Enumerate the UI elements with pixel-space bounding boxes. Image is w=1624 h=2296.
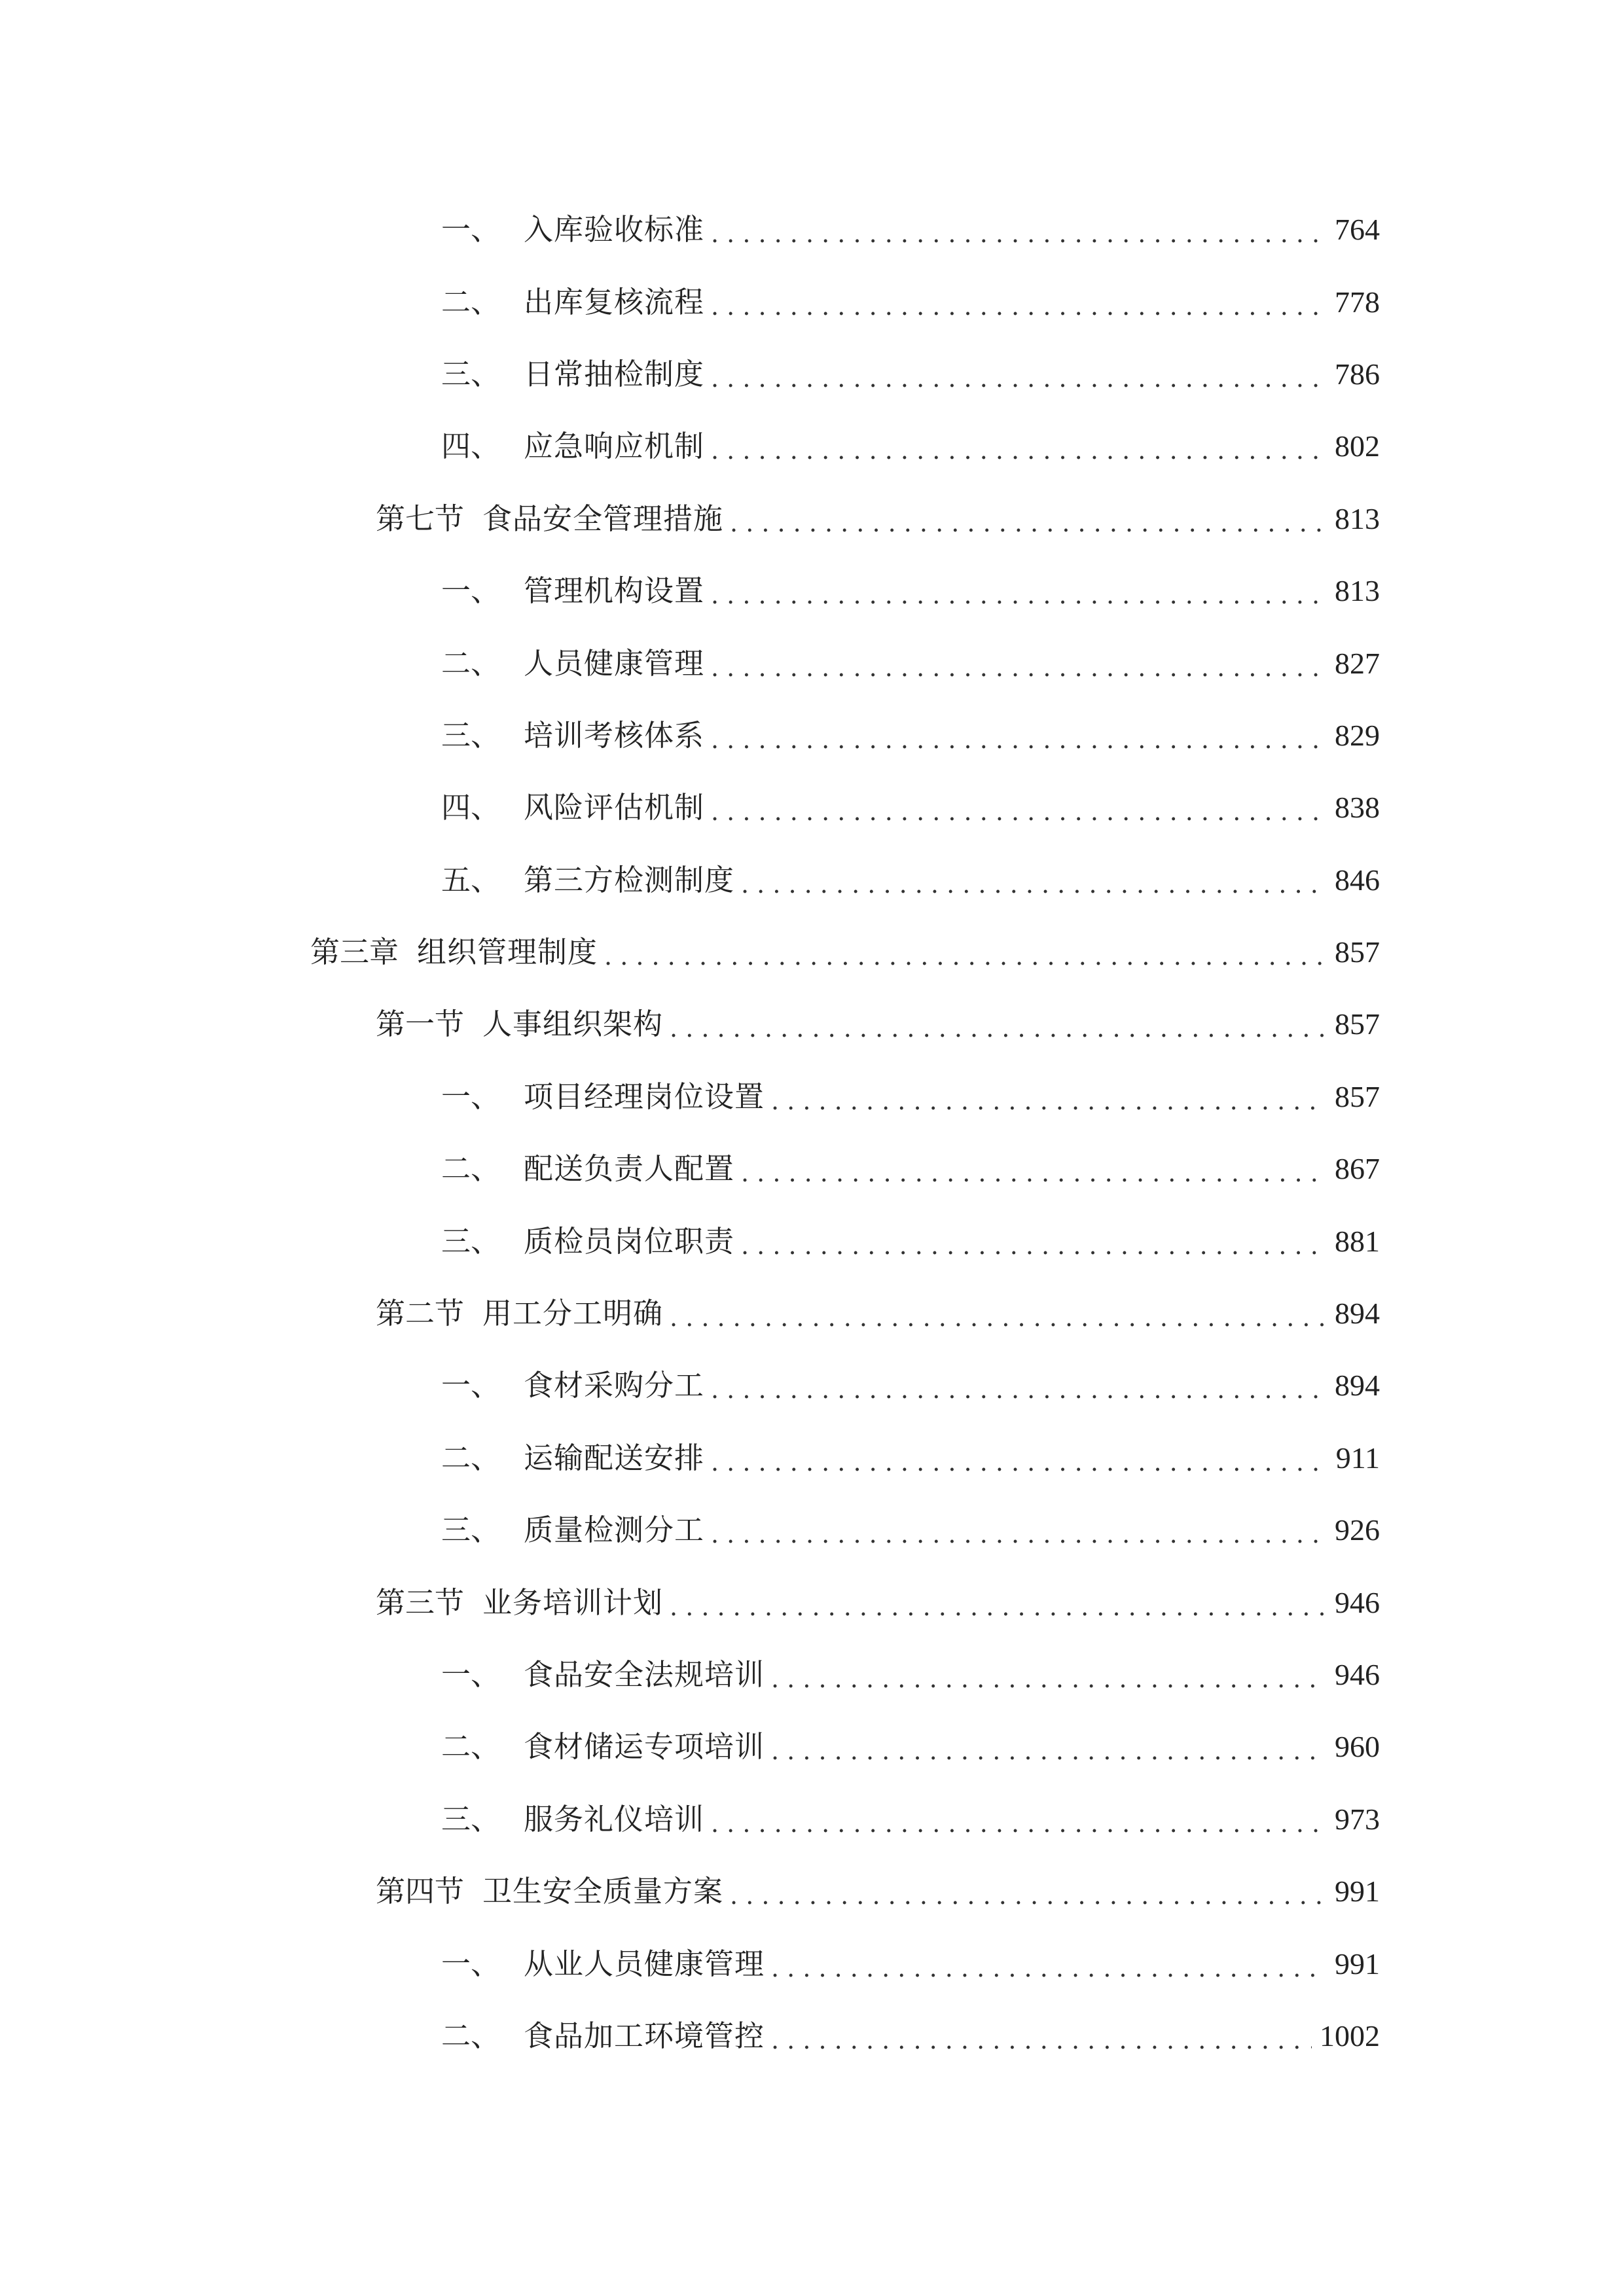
entry-number: 二、 (441, 1440, 501, 1475)
toc-entry[interactable] (0, 627, 1624, 699)
entry-title: 食品加工环境管控 (524, 2018, 765, 2053)
entry-number: 第三节 (376, 1585, 465, 1620)
entry-title: 食品安全法规培训 (524, 1657, 765, 1692)
entry-page-number: 786 (1335, 357, 1380, 391)
toc-entry[interactable] (0, 1566, 1624, 1638)
dot-leader (771, 1081, 1327, 1121)
entry-page-number: 946 (1335, 1658, 1380, 1691)
entry-number: 第七节 (376, 501, 465, 536)
entry-title: 用工分工明确 (482, 1296, 664, 1331)
dot-leader (730, 1876, 1327, 1915)
dot-leader (741, 865, 1327, 904)
entry-page-number: 991 (1335, 1874, 1380, 1909)
entry-title: 质检员岗位职责 (524, 1223, 735, 1259)
entry-number: 二、 (441, 645, 501, 681)
dot-leader (711, 575, 1327, 615)
toc-entry[interactable] (0, 410, 1624, 482)
toc-entry[interactable] (0, 266, 1624, 338)
toc-entry[interactable] (0, 1856, 1624, 1928)
entry-title: 人事组织架构 (482, 1007, 664, 1042)
entry-page-number: 857 (1335, 935, 1380, 969)
entry-page-number: 867 (1335, 1152, 1380, 1186)
entry-number: 三、 (441, 1513, 501, 1548)
entry-number: 第四节 (376, 1874, 465, 1909)
dot-leader (711, 1515, 1327, 1554)
entry-title: 项目经理岗位设置 (524, 1079, 765, 1114)
dot-leader (711, 214, 1327, 253)
entry-number: 第二节 (376, 1296, 465, 1331)
dot-leader (771, 1731, 1327, 1770)
toc-entry[interactable] (0, 1205, 1624, 1277)
dot-leader (771, 2020, 1312, 2060)
entry-number: 二、 (441, 1729, 501, 1765)
dot-leader (711, 1804, 1327, 1843)
toc-entry[interactable] (0, 916, 1624, 988)
toc-entry[interactable] (0, 844, 1624, 916)
toc-entry[interactable] (0, 1350, 1624, 1422)
toc-entry[interactable] (0, 1494, 1624, 1566)
toc-entry[interactable] (0, 483, 1624, 555)
entry-title: 配送负责人配置 (524, 1151, 735, 1187)
entry-page-number: 838 (1335, 791, 1380, 825)
entry-number: 四、 (441, 429, 501, 464)
entry-page-number: 857 (1335, 1079, 1380, 1113)
entry-title: 运输配送安排 (524, 1440, 705, 1475)
entry-title: 人员健康管理 (524, 645, 705, 681)
entry-title: 培训考核体系 (524, 717, 705, 753)
dot-leader (670, 1298, 1327, 1337)
entry-number: 二、 (441, 2018, 501, 2053)
entry-number: 四、 (441, 790, 501, 825)
entry-title: 从业人员健康管理 (524, 1946, 765, 1981)
entry-title: 组织管理制度 (417, 935, 598, 970)
entry-title: 食品安全管理措施 (482, 501, 724, 536)
entry-page-number: 802 (1335, 429, 1380, 463)
entry-page-number: 881 (1335, 1224, 1380, 1258)
entry-title: 入库验收标准 (524, 212, 705, 247)
dot-leader (670, 1009, 1327, 1048)
toc-entry[interactable] (0, 194, 1624, 266)
dot-leader (711, 720, 1327, 759)
entry-number: 一、 (441, 1657, 501, 1692)
entry-number: 一、 (441, 1368, 501, 1403)
entry-page-number: 926 (1335, 1513, 1380, 1547)
entry-page-number: 827 (1335, 646, 1380, 680)
dot-leader (741, 1153, 1327, 1193)
toc-entry[interactable] (0, 1061, 1624, 1133)
toc-entry[interactable] (0, 1784, 1624, 1856)
dot-leader (771, 1948, 1327, 1988)
entry-number: 一、 (441, 1079, 501, 1114)
entry-number: 三、 (441, 1223, 501, 1259)
dot-leader (711, 1443, 1328, 1482)
toc-entry[interactable] (0, 1711, 1624, 1783)
table-of-contents (0, 194, 1624, 2072)
entry-number: 二、 (441, 284, 501, 319)
dot-leader (711, 648, 1327, 687)
entry-page-number: 813 (1335, 501, 1380, 535)
toc-entry[interactable] (0, 772, 1624, 844)
entry-page-number: 911 (1335, 1441, 1380, 1475)
entry-title: 食材储运专项培训 (524, 1729, 765, 1765)
entry-page-number: 894 (1335, 1369, 1380, 1403)
dot-leader (711, 1370, 1327, 1409)
entry-number: 一、 (441, 573, 501, 609)
entry-title: 业务培训计划 (482, 1585, 664, 1620)
entry-number: 五、 (441, 862, 501, 897)
entry-title: 风险评估机制 (524, 790, 705, 825)
entry-number: 第一节 (376, 1007, 465, 1042)
entry-number: 三、 (441, 356, 501, 391)
entry-number: 一、 (441, 212, 501, 247)
entry-page-number: 946 (1335, 1585, 1380, 1619)
entry-title: 出库复核流程 (524, 284, 705, 319)
entry-number: 二、 (441, 1151, 501, 1187)
entry-page-number: 778 (1335, 285, 1380, 319)
entry-page-number: 846 (1335, 863, 1380, 897)
dot-leader (711, 792, 1327, 831)
entry-page-number: 894 (1335, 1297, 1380, 1331)
entry-title: 管理机构设置 (524, 573, 705, 609)
entry-number: 三、 (441, 1801, 501, 1837)
dot-leader (604, 937, 1327, 976)
entry-title: 服务礼仪培训 (524, 1801, 705, 1837)
entry-page-number: 960 (1335, 1730, 1380, 1764)
dot-leader (711, 359, 1327, 398)
entry-page-number: 813 (1335, 574, 1380, 608)
dot-leader (711, 431, 1327, 470)
toc-entry[interactable] (0, 555, 1624, 627)
dot-leader (670, 1587, 1327, 1626)
toc-entry[interactable] (0, 2000, 1624, 2072)
dot-leader (771, 1659, 1327, 1698)
entry-page-number: 857 (1335, 1007, 1380, 1041)
entry-title: 日常抽检制度 (524, 356, 705, 391)
toc-entry[interactable] (0, 988, 1624, 1060)
entry-title: 卫生安全质量方案 (482, 1874, 724, 1909)
entry-number: 一、 (441, 1946, 501, 1981)
entry-title: 质量检测分工 (524, 1513, 705, 1548)
toc-entry[interactable] (0, 1278, 1624, 1350)
dot-leader (711, 287, 1327, 326)
entry-number: 第三章 (310, 935, 399, 970)
entry-title: 食材采购分工 (524, 1368, 705, 1403)
entry-page-number: 991 (1335, 1946, 1380, 1981)
entry-page-number: 973 (1335, 1802, 1380, 1836)
entry-title: 第三方检测制度 (524, 862, 735, 897)
entry-title: 应急响应机制 (524, 429, 705, 464)
entry-page-number: 764 (1335, 213, 1380, 247)
toc-entry[interactable] (0, 700, 1624, 772)
entry-page-number: 1002 (1320, 2018, 1380, 2053)
toc-entry[interactable] (0, 1133, 1624, 1205)
dot-leader (741, 1226, 1327, 1265)
toc-entry[interactable] (0, 338, 1624, 410)
dot-leader (730, 503, 1327, 543)
entry-page-number: 829 (1335, 718, 1380, 752)
toc-entry[interactable] (0, 1422, 1624, 1494)
toc-entry[interactable] (0, 1928, 1624, 2000)
entry-number: 三、 (441, 717, 501, 753)
toc-entry[interactable] (0, 1639, 1624, 1711)
